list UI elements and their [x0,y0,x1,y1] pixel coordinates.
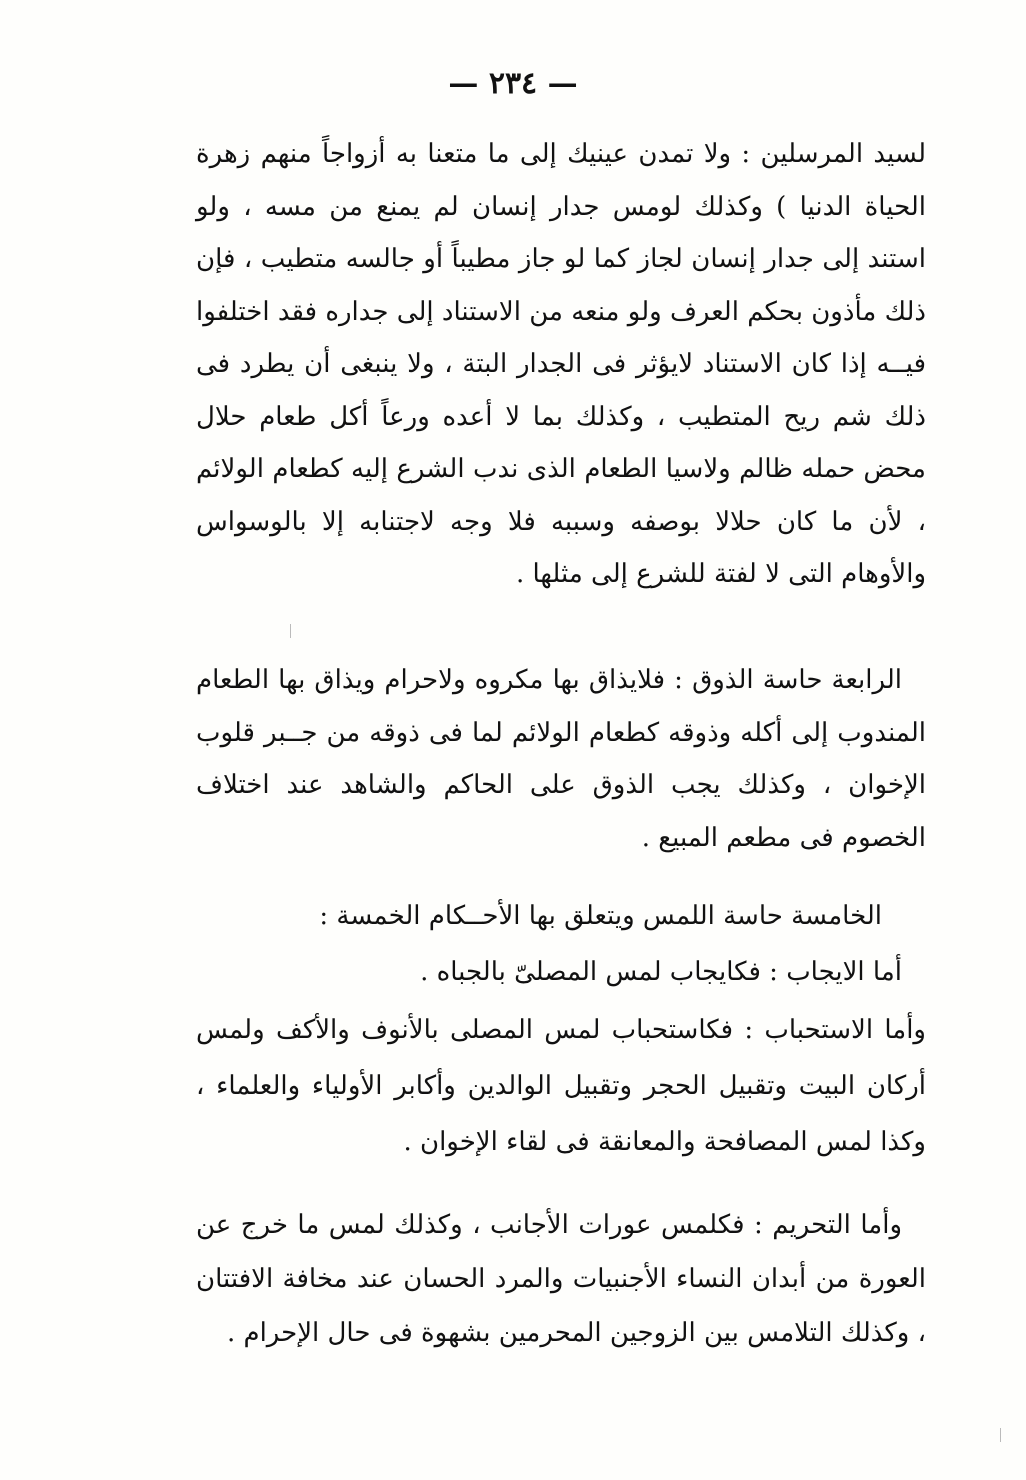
scan-speck [1000,1428,1007,1442]
paragraph-touch-obligation: أما الايجاب : فكايجاب لمس المصلىّ بالجباه . [420,957,902,987]
page-number: — ٢٣٤ — [448,66,578,101]
paragraph-block-1 [196,128,926,601]
paragraph-taste: الرابعة حاسة الذوق : فلايذاق بها مكروه ولاحرام ويذاق بها الطعام المندوب إلى أكله وذوقه كطعام الولائم لما فى ذوقه من جــبر قلوب الإخوان ، وكذلك يجب الذوق على الحاكم والشاهد عند اختلاف الخصوم فى مطعم المبيع . [196,665,926,853]
paragraph-touch-prohibition: وأما التحريم : فكلمس عورات الأجانب ، وكذلك لمس ما خرج عن العورة من أبدان النساء الأجنبيات والمرد الحسان عند مخافة الافتتان ، وكذلك التلامس بين الزوجين المحرمين بشهوة فى حال الإحرام . [196,1210,926,1348]
paragraph-sight-continuation: لسيد المرسلين : ولا تمدن عينيك إلى ما متعنا به أزواجاً منهم زهرة الحياة الدنيا ) وكذلك لومس جدار إنسان لم يمنع من مسه ، ولو استند إلى جدار إنسان لجاز كما لو جاز مطيباً أو جالسه متطيب ، فإن ذلك مأذون بحكم العرف ولو منعه من الاستناد إلى جداره فقد اختلفوا فيــه إذا كان الاستناد لايؤثر فى الجدار البتة ، ولا ينبغى أن يطرد فى ذلك شم ريح المتطيب ، وكذلك بما لا أعده ورعاً أكل طعام حلال محض حمله ظالم ولاسيا الطعام الذى ندب الشرع إليه كطعام الولائم ، لأن ما كان حلالا بوصفه وسببه فلا وجه لاجتنابه إلا بالوسواس والأوهام التى لا لفتة للشرع إلى مثلها . [196,139,926,589]
scan-speck [290,624,297,638]
paragraph-touch-recommendation: وأما الاستحباب : فكاستحباب لمس المصلى بالأنوف والأكف ولمس أركان البيت وتقبيل الحجر وتقبيل الوالدين وأكابر الأولياء والعلماء ، وكذا لمس المصافحة والمعانقة فى لقاء الإخوان . [196,1015,926,1157]
paragraph-block-3 [196,890,926,1170]
paragraph-block-4 [196,1198,926,1360]
paragraph-block-2 [196,654,926,864]
section-heading-touch: الخامسة حاسة اللمس ويتعلق بها الأحــكام الخمسة : [319,901,882,931]
